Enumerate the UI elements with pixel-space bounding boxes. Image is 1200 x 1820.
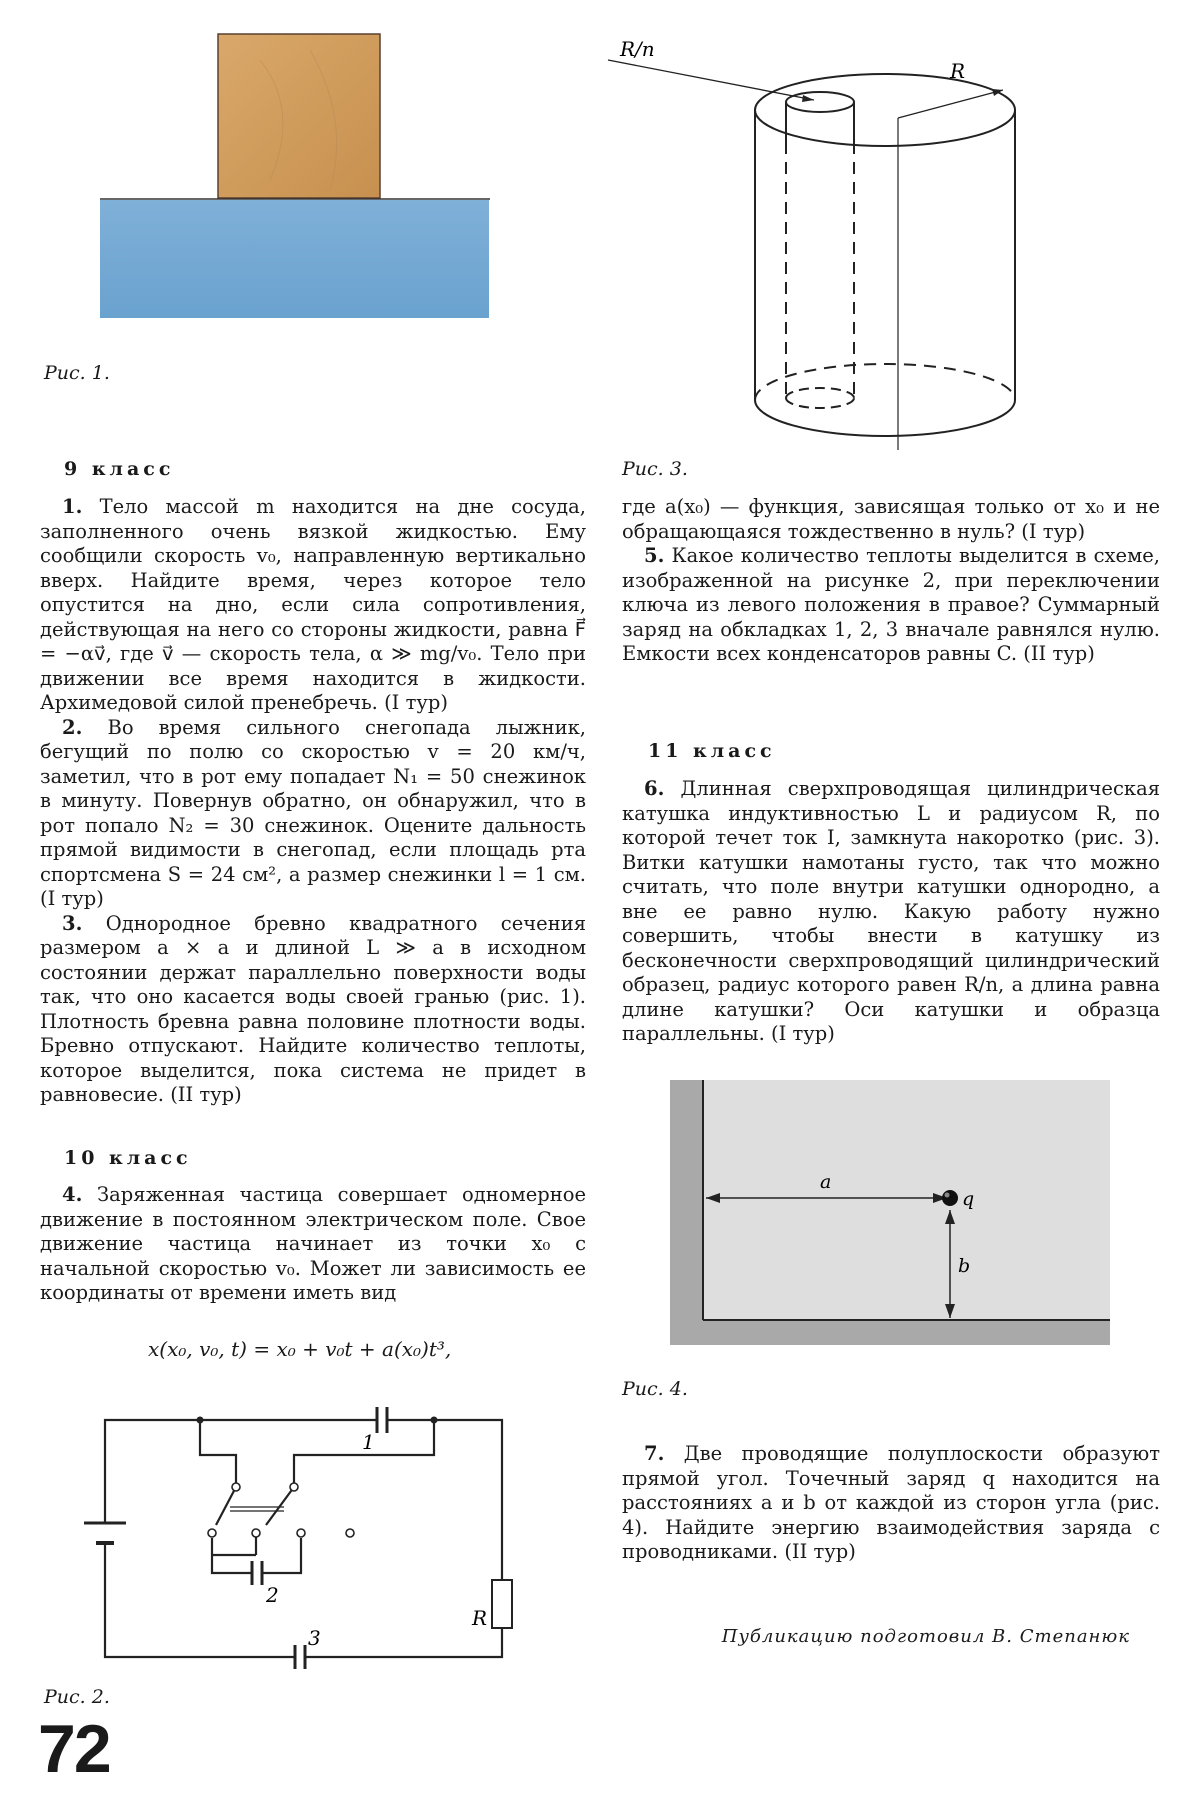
label-c1: 1 [362, 1430, 375, 1454]
page-number: 72 [38, 1711, 110, 1787]
fig1-caption: Рис. 1. [44, 362, 110, 384]
radius-arrow [898, 90, 1003, 118]
charge-q [942, 1190, 958, 1206]
problem-4: 4. Заряженная частица совершает одномерное движение в постоянном электрическом поле. Свое движение частица начинает из точки x₀ с начальной скоростью v₀. Может ли зависимость ее координаты от времени иметь вид [40, 1183, 587, 1304]
problem-1: 1. Тело массой m находится на дне сосуда, заполненного очень вязкой жидкостью. Ему сообщили скорость v₀, направленную вертикально вверх. Найдите время, через которое тело опустится на дно, если сила сопротивления, действующая на него со стороны жидкости, равна F⃗ = −αv⃗, где v⃗ — скорость тела, α ≫ mg/v₀. Тело при движении все время находится в жидкости. Архимедовой силой пренебречь. (I тур) [40, 495, 587, 714]
formula-4: x(x₀, v₀, t) = x₀ + v₀t + a(x₀)t³, [148, 1337, 452, 1361]
fig4-caption: Рис. 4. [622, 1378, 688, 1400]
problem-5: 5. Какое количество теплоты выделится в схеме, изображенной на рисунке 2, при переключении ключа из левого положения в правое? Суммарный заряд на обкладках 1, 2, 3 вначале равнялся нулю. Емкости всех конденсаторов равны C. (II тур) [622, 544, 1160, 665]
rn-leader [608, 60, 814, 100]
problem-6: 6. Длинная сверхпроводящая цилиндрическая катушка индуктивностью L и радиусом R, по которой течет ток I, замкнута накоротко (рис. 3). Витки катушки намотаны густо, так что можно считать, что поле внутри катушки однородно, а вне ее равно нулю. Какую работу нужно совершить, чтобы внести в катушку из бесконечности сверхпроводящий цилиндрический образец, радиус которого равен R/n, а длина равна длине катушки? Оси катушки и образца параллельны. (I тур) [622, 777, 1161, 1045]
label-q: q [962, 1188, 975, 1210]
log-block [218, 34, 380, 198]
label-rn: R/n [620, 37, 655, 61]
label-b: b [958, 1255, 971, 1277]
horizontal-plane [670, 1320, 1110, 1345]
problem-7: 7. Две проводящие полуплоскости образуют прямой угол. Точечный заряд q находится на расстояниях a и b от каждой из сторон угла (рис. 4). Найдите энергию взаимодействия заряда с проводниками. (II тур) [622, 1442, 1160, 1563]
figure-4 [670, 1080, 1110, 1350]
problem-2: 2. Во время сильного снегопада лыжник, бегущий по полю со скоростью v = 20 км/ч, заметил, что в рот ему попадает N₁ = 50 снежинок в минуту. Повернув обратно, он обнаружил, что в рот попало N₂ = 30 снежинок. Оцените дальность прямой видимости в снегопад, если площадь рта спортсмена S = 24 см², а размер снежинки l = 1 см. (I тур) [40, 715, 586, 910]
vertical-plane [670, 1080, 703, 1345]
credit-line: Публикацию подготовил В. Степанюк [721, 1626, 1130, 1647]
grade11-heading: 11 класс [648, 740, 776, 762]
problem-3: 3. Однородное бревно квадратного сечения размером a × a и длиной L ≫ a в исходном состоянии держат параллельно поверхности воды так, что оно касается воды своей гранью (рис. 1). Плотность бревна равна половине плотности воды. Бревно отпускают. Найдите количество теплоты, которое выделится, пока система не придет в равновесие. (II тур) [40, 911, 586, 1106]
right-column-text [622, 495, 1160, 667]
problem-4-continued: где a(x₀) — функция, зависящая только от x₀ и не обращающаяся тождественно в нуль? (I тур) [622, 495, 1160, 543]
coil-top-ellipse [755, 74, 1015, 146]
grade10-heading: 10 класс [64, 1147, 192, 1169]
label-c2: 2 [266, 1583, 279, 1607]
conductor-background [670, 1080, 1110, 1345]
resistor [492, 1580, 512, 1628]
label-r: R [950, 59, 966, 83]
label-a: a [820, 1171, 832, 1193]
sample-top-ellipse [786, 92, 854, 112]
figure-3 [600, 30, 1060, 450]
water-body [100, 200, 489, 318]
fig2-caption: Рис. 2. [44, 1686, 110, 1708]
figure-1 [100, 30, 500, 340]
grade9-problems [40, 495, 586, 1108]
label-r: R [472, 1606, 488, 1630]
figure-2 [70, 1395, 530, 1695]
fig3-caption: Рис. 3. [622, 458, 688, 480]
grade9-heading: 9 класс [64, 458, 175, 480]
label-c3: 3 [308, 1626, 321, 1650]
